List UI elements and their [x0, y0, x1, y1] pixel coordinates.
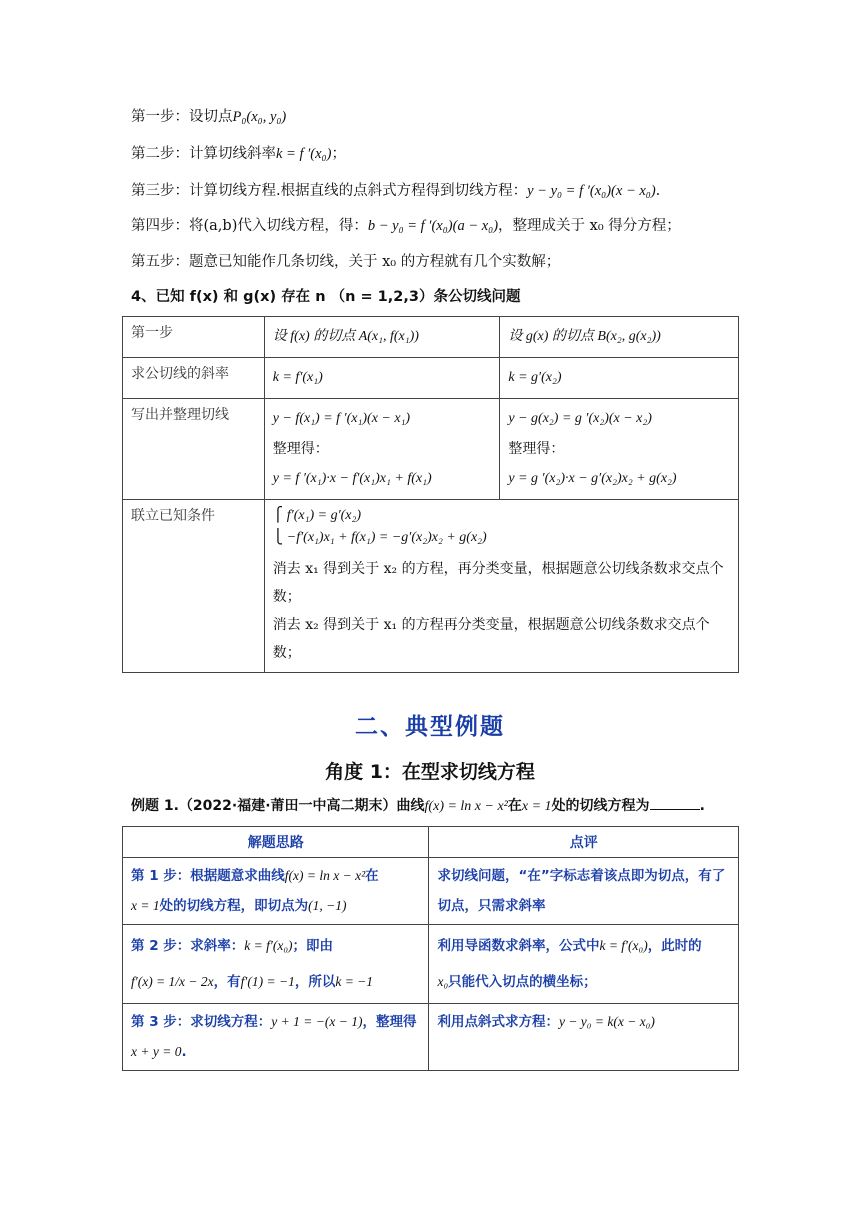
cell-math: (1, −1)	[308, 898, 347, 913]
example-math: f(x) = ln x − x²	[424, 799, 508, 814]
table-row	[123, 925, 739, 1004]
section-heading: 二、典型例题	[355, 714, 505, 740]
example-text: 处的切线方程为	[551, 798, 650, 814]
table-row	[123, 358, 739, 399]
table-cell	[123, 925, 429, 1004]
cell-text: 第 2 步：求斜率：	[131, 938, 245, 954]
cell-text: 只能代入切点的横坐标；	[448, 974, 597, 990]
equation: ⎧ f′(x₁) = g′(x₂)	[272, 508, 362, 523]
table-cell: 设 g(x) 的切点 B(x₂, g(x₂))	[500, 317, 739, 358]
common-tangent-table	[122, 316, 739, 673]
step-math: b − y₀ = f ′(x₀)(a − x₀)	[367, 218, 499, 234]
text-line: 整理得：	[272, 441, 329, 457]
table-cell: 设 f(x) 的切点 A(x₁, f(x₁))	[264, 317, 500, 358]
table-header: 解题思路	[123, 827, 429, 858]
text-line: 整理得：	[508, 441, 565, 457]
step-3	[131, 180, 660, 202]
example-prefix: 例题 1.（2022·福建·莆田一中高二期末）曲线	[131, 798, 425, 814]
equation: y − f(x₁) = f ′(x₁)(x − x₁)	[272, 411, 411, 426]
equation: y − g(x₂) = g ′(x₂)(x − x₂)	[508, 411, 652, 426]
step-2	[131, 143, 346, 165]
table-cell: k = g′(x₂)	[500, 358, 739, 399]
step-4	[131, 215, 681, 237]
example-question	[131, 795, 705, 815]
cell-text: ；即由	[292, 938, 334, 954]
table-cell	[123, 1004, 429, 1071]
table-cell: 联立已知条件	[123, 500, 265, 673]
step-tail: ；	[331, 146, 346, 162]
cell-math: y − y₀ = k(x − x₀)	[558, 1014, 655, 1029]
table-row	[123, 1004, 739, 1071]
step-math: k = f ′(x₀)	[276, 146, 332, 162]
cell-text: ，所以	[294, 974, 336, 990]
step-label: 第四步：将(a,b)代入切线方程，得：	[131, 218, 368, 234]
table-row	[123, 317, 739, 358]
table-cell: 第一步	[123, 317, 265, 358]
table-cell: k = f′(x₁)	[264, 358, 500, 399]
table-cell	[500, 399, 739, 500]
cell-text: ，有	[213, 974, 241, 990]
step-math: P₀(x₀, y₀)	[232, 109, 287, 125]
cell-math: k = f′(x₀)	[244, 938, 293, 953]
cell-math: f′(1) = −1	[240, 974, 295, 989]
step-1	[131, 106, 286, 128]
step-tail: .	[655, 183, 661, 199]
section-4-heading: 4、已知 f(x) 和 g(x) 存在 n （n = 1,2,3）条公切线问题	[131, 289, 521, 305]
cell-text: 第 3 步：求切线方程：	[131, 1014, 272, 1030]
example-text: 在	[507, 798, 522, 814]
cell-text: 在	[365, 868, 379, 884]
table-header-row	[123, 827, 739, 858]
cell-text: ，此时的	[647, 938, 702, 954]
equation: ⎩ −f′(x₁)x₁ + f(x₁) = −g′(x₂)x₂ + g(x₂)	[272, 530, 487, 545]
step-tail: ，整理成关于 x₀ 得分方程；	[498, 218, 681, 234]
step-label: 第一步：设切点	[131, 109, 233, 125]
cell-math: k = −1	[335, 974, 374, 989]
table-cell	[123, 858, 429, 925]
cell-text: .	[181, 1044, 187, 1060]
cell-text: 第 1 步：根据题意求曲线	[131, 868, 285, 884]
table-cell	[264, 500, 738, 673]
cell-text: 利用导函数求斜率，公式中	[437, 938, 600, 954]
step-5	[131, 251, 560, 273]
step-label: 第五步：题意已知能作几条切线，关于 x₀ 的方程就有几个实数解；	[131, 254, 561, 270]
answer-blank[interactable]	[650, 797, 700, 810]
cell-text: ，整理得	[362, 1014, 417, 1030]
cell-math: f′(x) = 1/x − 2x	[131, 974, 214, 989]
table-cell	[429, 1004, 739, 1071]
cell-math: f(x) = ln x − x²	[284, 868, 366, 883]
cell-math: x + y = 0	[131, 1044, 182, 1059]
table-cell: 求切线问题，“在”字标志着该点即为切点，有了切点，只需求斜率	[429, 858, 739, 925]
step-label: 第三步：计算切线方程.根据直线的点斜式方程得到切线方程：	[131, 183, 528, 199]
table-row	[123, 399, 739, 500]
table-header: 点评	[429, 827, 739, 858]
text-line: 消去 x₁ 得到关于 x₂ 的方程，再分类变量，根据题意公切线条数求交点个数；	[272, 561, 724, 605]
cell-math: x₀	[437, 974, 449, 989]
step-label: 第二步：计算切线斜率	[131, 146, 276, 162]
table-cell: 写出并整理切线	[123, 399, 265, 500]
table-cell	[429, 925, 739, 1004]
cell-math: k = f′(x₀)	[599, 938, 648, 953]
equation: y = f ′(x₁)·x − f′(x₁)x₁ + f(x₁)	[272, 471, 432, 486]
cell-text: 利用点斜式求方程：	[437, 1014, 559, 1030]
subsection-heading: 角度 1：在型求切线方程	[325, 761, 535, 783]
table-cell: 求公切线的斜率	[123, 358, 265, 399]
solution-table	[122, 826, 739, 1071]
example-math: x = 1	[521, 799, 552, 814]
cell-math: y + 1 = −(x − 1)	[271, 1014, 363, 1029]
table-cell	[264, 399, 500, 500]
example-text: .	[699, 798, 705, 814]
step-math: y − y₀ = f ′(x₀)(x − x₀)	[527, 183, 656, 199]
text-line: 消去 x₂ 得到关于 x₁ 的方程再分类变量，根据题意公切线条数求交点个数；	[272, 617, 710, 661]
equation: y = g ′(x₂)·x − g′(x₂)x₂ + g(x₂)	[508, 471, 677, 486]
cell-math: x = 1	[131, 898, 160, 913]
table-row	[123, 858, 739, 925]
table-row	[123, 500, 739, 673]
cell-text: 处的切线方程，即切点为	[159, 898, 309, 914]
